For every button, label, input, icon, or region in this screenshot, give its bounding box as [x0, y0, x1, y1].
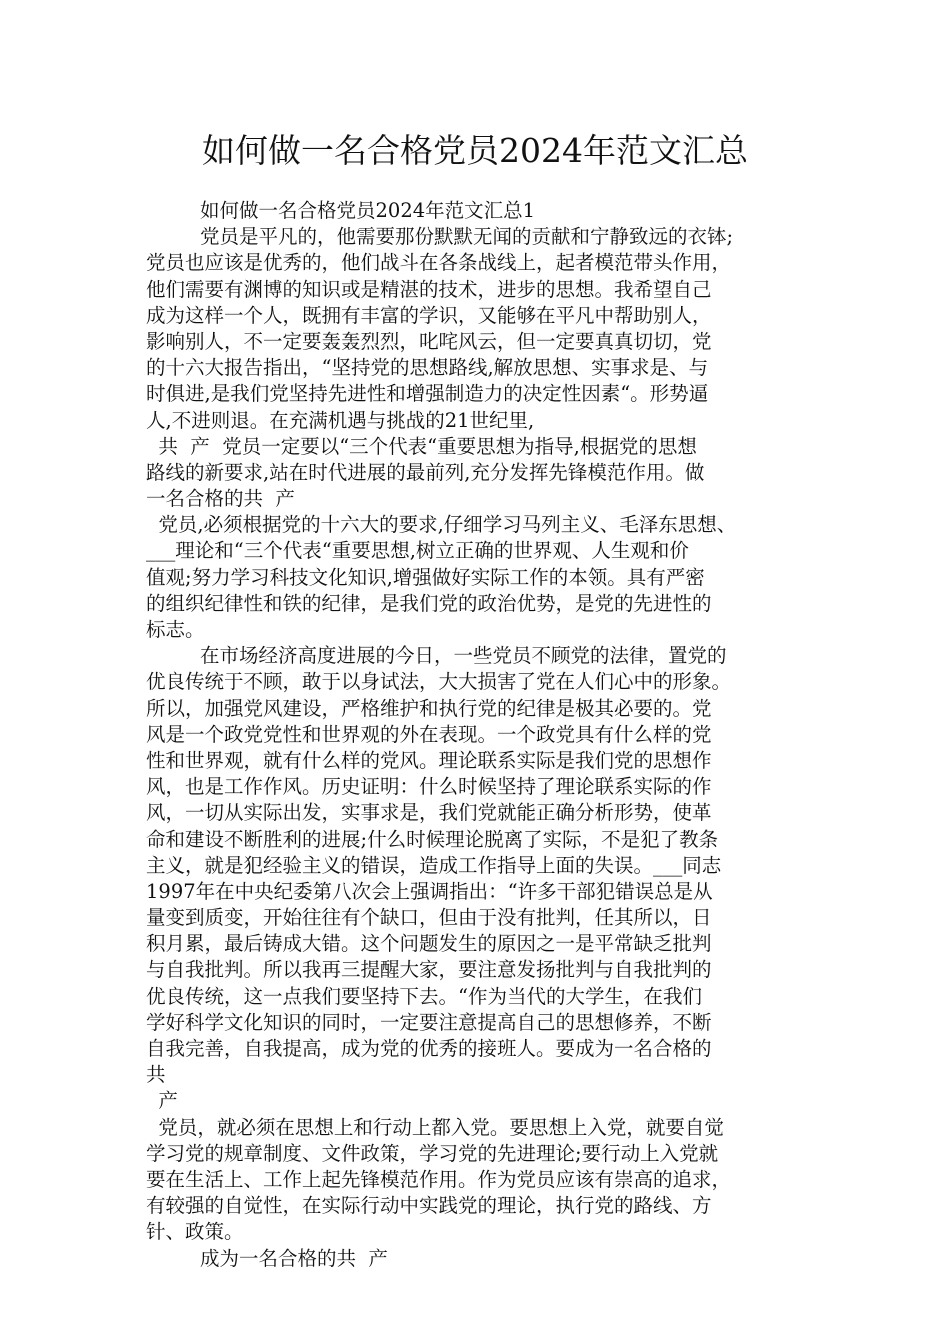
text-line: 时俱进,是我们党坚持先进性和增强制造力的决定性因素“。形势逼	[146, 382, 709, 406]
text-line: 学好科学文化知识的同时，一定要注意提高自己的思想修养，不断	[146, 1010, 712, 1034]
text-line: 党员也应该是优秀的，他们战斗在各条战线上，起者模范带头作用，	[146, 251, 732, 275]
text-line: 命和建设不断胜利的进展;什么时候理论脱离了实际，不是犯了教条	[146, 827, 719, 851]
text-line: 在市场经济高度进展的今日，一些党员不顾党的法律，置党的	[200, 644, 727, 668]
text-line: 量变到质变，开始往往有个缺口，但由于没有批判，任其所以，日	[146, 906, 712, 930]
text-line: 优良传统，这一点我们要坚持下去。“作为当代的大学生，在我们	[146, 984, 702, 1008]
document-title: 如何做一名合格党员2024年范文汇总	[202, 131, 748, 170]
text-line: 党员，就必须在思想上和行动上都入党。要思想上入党，就要自觉	[146, 1115, 724, 1139]
text-line: ___理论和“三个代表“重要思想,树立正确的世界观、人生观和价	[146, 539, 689, 563]
text-line: 标志。	[146, 618, 205, 641]
text-line: 影响别人，不一定要轰轰烈烈，叱咤风云，但一定要真真切切，党	[146, 329, 712, 353]
text-line: 与自我批判。所以我再三提醒大家，要注意发扬批判与自我批判的	[146, 958, 712, 982]
text-line: 风是一个政党党性和世界观的外在表现。一个政党具有什么样的党	[146, 722, 712, 746]
text-line: 优良传统于不顾，敢于以身试法，大大损害了党在人们心中的形象。	[146, 670, 732, 694]
text-line: 路线的新要求,站在时代进展的最前列,充分发挥先锋模范作用。做	[146, 460, 705, 484]
text-line: 要在生活上、工作上起先锋模范作用。作为党员应该有崇高的追求，	[146, 1167, 732, 1191]
text-line: 有较强的自觉性，在实际行动中实践党的理论，执行党的路线、方	[146, 1194, 712, 1218]
text-line: 成为这样一个人，既拥有丰富的学识，又能够在平凡中帮助别人，	[146, 303, 712, 327]
text-line: 主义，就是犯经验主义的错误，造成工作指导上面的失误。___同志	[146, 853, 722, 877]
text-line: 产	[146, 1089, 178, 1113]
text-line: 如何做一名合格党员2024年范文汇总1	[200, 199, 536, 222]
text-line: 共 产 党员一定要以“三个代表“重要思想为指导,根据党的思想	[146, 434, 697, 458]
text-line: 所以，加强党风建设，严格维护和执行党的纪律是极其必要的。党	[146, 696, 712, 720]
text-line: 学习党的规章制度、文件政策，学习党的先进理论;要行动上入党就	[146, 1141, 719, 1165]
text-line: 共	[146, 1063, 166, 1087]
text-line: 党员,必须根据党的十六大的要求,仔细学习马列主义、毛泽东思想、	[146, 513, 737, 537]
text-line: 党员是平凡的，他需要那份默默无闻的贡献和宁静致远的衣钵;	[200, 225, 734, 249]
text-line: 自我完善，自我提高，成为党的优秀的接班人。要成为一名合格的	[146, 1037, 712, 1060]
document-body	[146, 198, 836, 1272]
text-line: 1997年在中央纪委第八次会上强调指出：“许多干部犯错误总是从	[146, 879, 713, 903]
text-line: 他们需要有渊博的知识或是精湛的技术，进步的思想。我希望自己	[146, 277, 712, 301]
text-line: 一名合格的共 产	[146, 487, 295, 511]
text-line: 针、政策。	[146, 1220, 244, 1244]
text-line: 性和世界观，就有什么样的党风。理论联系实际是我们党的思想作	[146, 748, 712, 772]
text-line: 的组织纪律性和铁的纪律，是我们党的政治优势，是党的先进性的	[146, 591, 712, 615]
text-line: 的十六大报告指出，“坚持党的思想路线,解放思想、实事求是、与	[146, 356, 709, 380]
text-line: 风，也是工作作风。历史证明：什么时候坚持了理论联系实际的作	[146, 775, 712, 799]
text-line: 积月累，最后铸成大错。这个问题发生的原因之一是平常缺乏批判	[146, 932, 712, 956]
text-line: 值观;努力学习科技文化知识,增强做好实际工作的本领。具有严密	[146, 565, 705, 589]
text-line: 风，一切从实际出发，实事求是，我们党就能正确分析形势，使革	[146, 801, 712, 825]
text-line: 成为一名合格的共 产	[200, 1246, 388, 1270]
text-line: 人,不进则退。在充满机遇与挑战的21世纪里,	[146, 408, 535, 432]
